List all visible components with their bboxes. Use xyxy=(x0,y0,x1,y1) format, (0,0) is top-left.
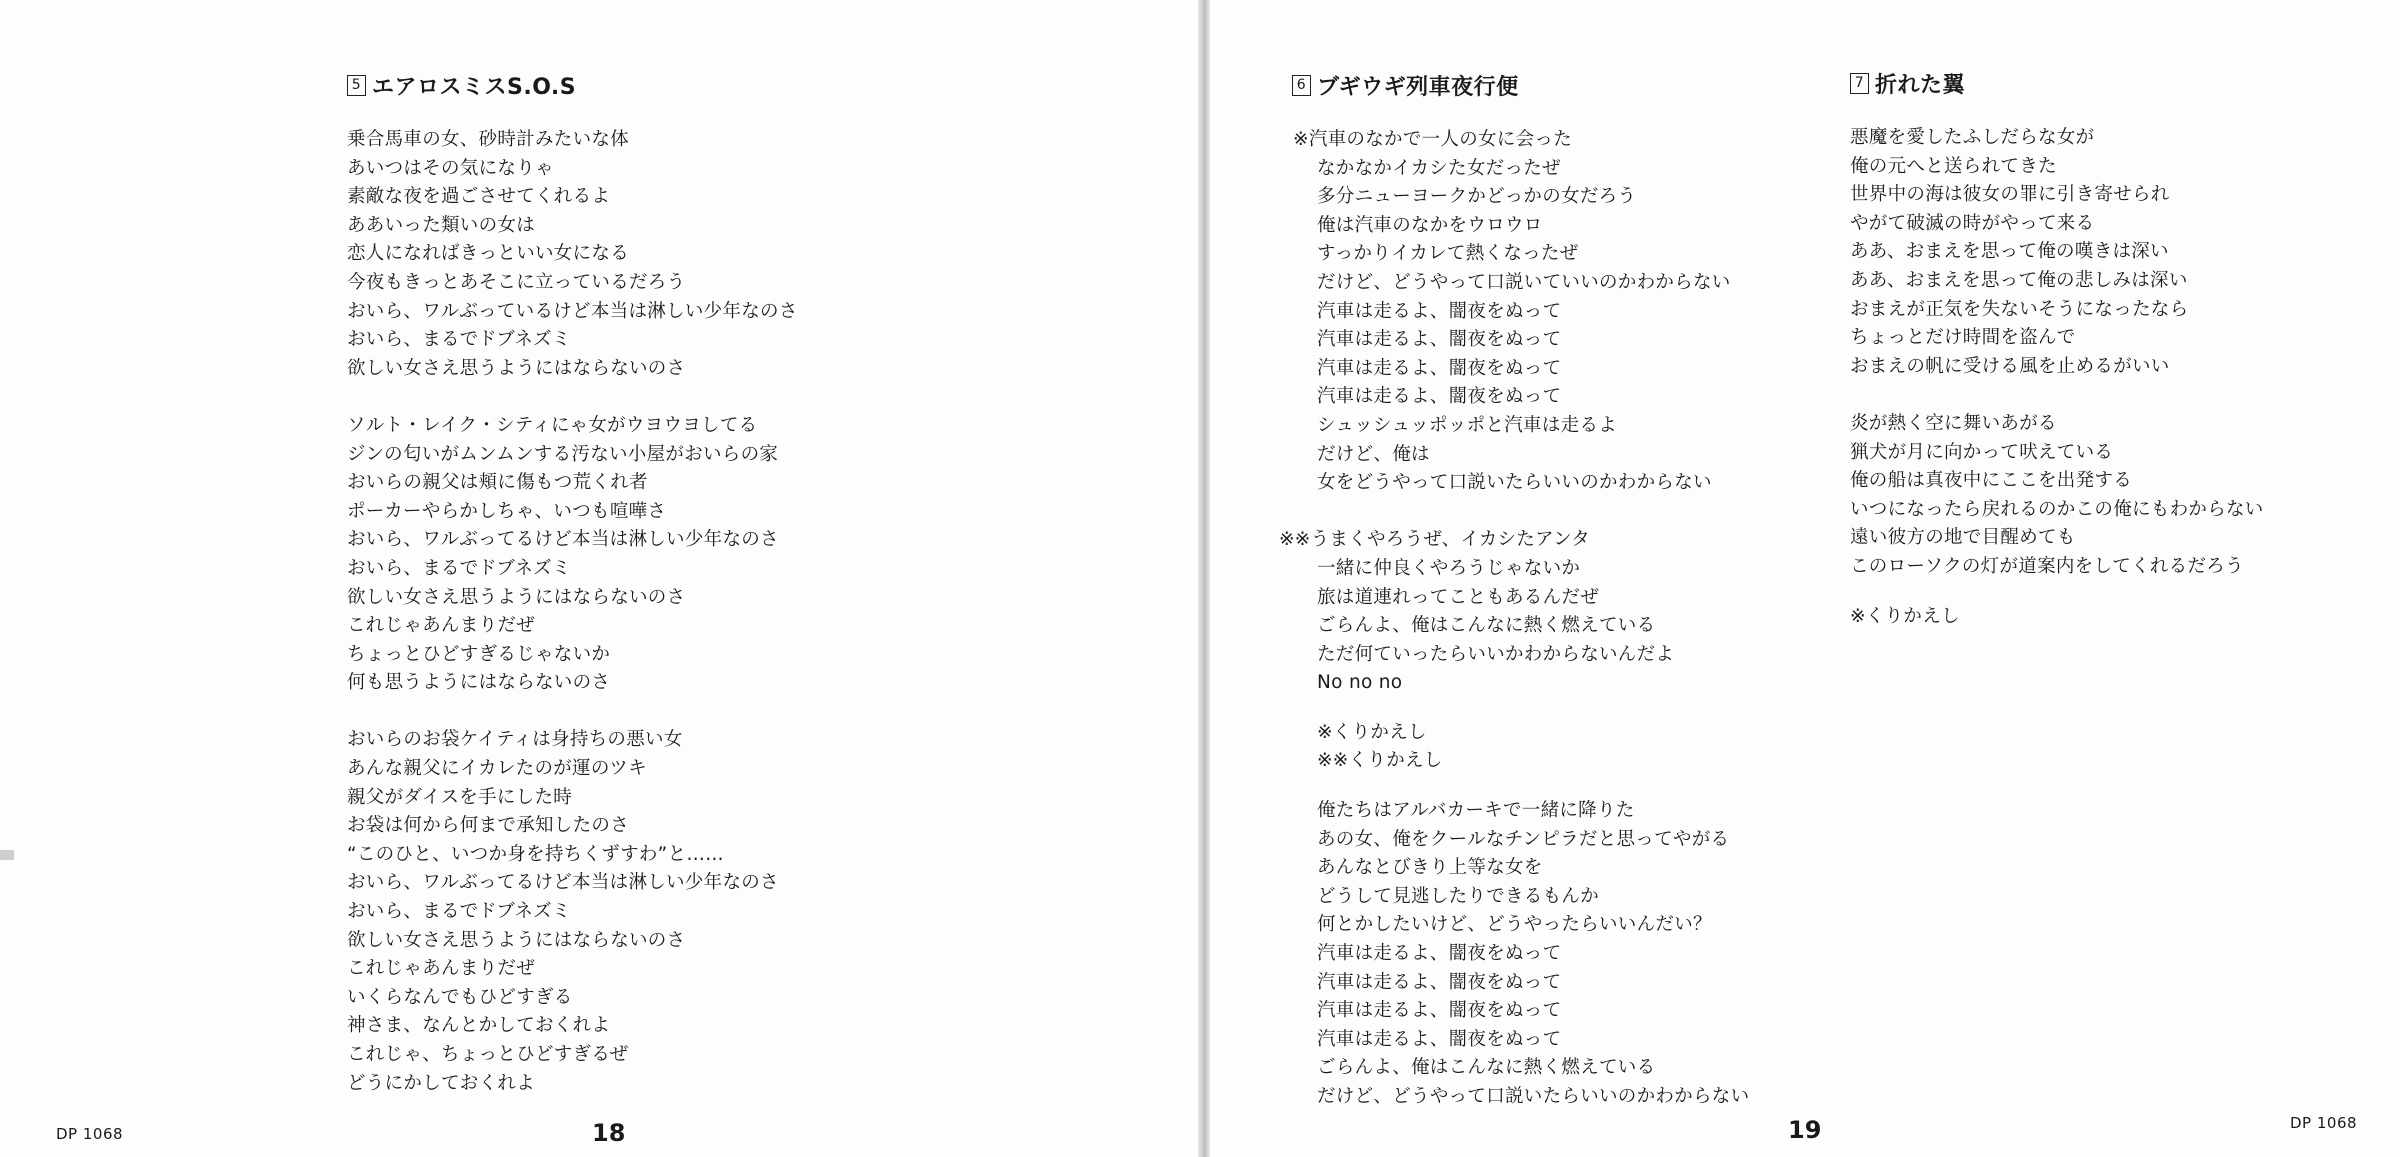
lyric-line: おいらの親父は頬に傷もつ荒くれ者 xyxy=(347,472,648,494)
lyric-line: だけど、どうやって口説いたらいいのかわからない xyxy=(1317,1086,1750,1107)
lyric-line: 汽車は走るよ、闇夜をぬって xyxy=(1317,300,1562,322)
lyric-line: どうして見逃したりできるもんか xyxy=(1317,885,1600,907)
lyric-line: これじゃあんまりだぜ xyxy=(347,615,536,637)
lyric-line: ちょっとひどすぎるじゃないか xyxy=(347,643,611,665)
lyric-line: 親父がダイスを手にした時 xyxy=(347,786,573,808)
right-page xyxy=(1210,0,2400,1157)
lyric-line: あんな親父にイカレたのが運のツキ xyxy=(347,758,647,780)
song-title-text: 折れた翼 xyxy=(1875,72,1966,98)
lyric-line: 乗合馬車の女、砂時計みたいな体 xyxy=(347,129,630,150)
lyric-line: おいら、まるでドブネズミ xyxy=(347,329,571,351)
lyric-line: ああいった類いの女は xyxy=(347,214,536,236)
lyric-line: おいらのお袋ケイティは身持ちの悪い女 xyxy=(347,729,683,751)
lyric-line: 旅は道連れってこともあるんだぜ xyxy=(1317,586,1600,608)
song-6 xyxy=(1279,70,1750,1112)
lyric-line: 俺たちはアルバカーキで一緒に降りた xyxy=(1317,800,1635,822)
lyric-line: あいつはその気になりゃ xyxy=(347,157,554,179)
lyric-line: 世界中の海は彼女の罪に引き寄せられ xyxy=(1850,184,2170,206)
lyric-line: おまえが正気を失ないそうになったなら xyxy=(1850,298,2189,320)
lyric-line: どうにかしておくれよ xyxy=(347,1072,536,1094)
lyric-line: ちょっとだけ時間を盗んで xyxy=(1850,327,2076,349)
lyric-line: ※汽車のなかで一人の女に会った xyxy=(1293,129,1573,150)
stanza xyxy=(1850,124,2264,381)
lyric-line: 欲しい女さえ思うようにはならないのさ xyxy=(347,357,686,379)
song-7 xyxy=(1850,68,2264,631)
lyric-line: 素敵な夜を過ごさせてくれるよ xyxy=(347,186,611,208)
lyric-line: おいら、ワルぶってるけど本当は淋しい少年なのさ xyxy=(347,872,779,894)
lyric-line: 炎が熱く空に舞いあがる xyxy=(1850,412,2057,434)
lyric-line: ああ、おまえを思って俺の悲しみは深い xyxy=(1850,269,2188,291)
lyric-line: あんなとびきり上等な女を xyxy=(1317,857,1543,879)
catalog-number: DP 1068 xyxy=(2290,1114,2358,1132)
lyric-line: ※※うまくやろうぜ、イカシたアンタ xyxy=(1279,529,1591,551)
lyric-line: やがて破滅の時がやって来る xyxy=(1850,212,2095,234)
track-number-box: 6 xyxy=(1292,75,1311,96)
lyric-line: ごらんよ、俺はこんなに熱く燃えている xyxy=(1317,1057,1656,1079)
lyric-line: 何とかしたいけど、どうやったらいいんだい？ xyxy=(1317,914,1712,936)
lyric-line: だけど、俺は xyxy=(1317,443,1430,465)
lyric-line: 汽車は走るよ、闇夜をぬって xyxy=(1317,357,1562,379)
song-title xyxy=(1292,70,1749,100)
lyric-line: ジンの匂いがムンムンする汚ない小屋がおいらの家 xyxy=(347,443,779,465)
lyric-line: 俺の船は真夜中にここを出発する xyxy=(1850,470,2133,492)
lyric-line: おいら、ワルぶってるけど本当は淋しい少年なのさ xyxy=(347,529,779,551)
lyric-line: 汽車は走るよ、闇夜をぬって xyxy=(1317,971,1562,993)
lyric-line: これじゃあんまりだぜ xyxy=(347,958,536,980)
lyric-line: シュッシュッポッポと汽車は走るよ xyxy=(1317,414,1618,436)
repeat-instruction: ※※くりかえし xyxy=(1317,750,1443,772)
song-5 xyxy=(347,70,798,1098)
catalog-number: DP 1068 xyxy=(56,1125,124,1143)
lyric-line: ソルト・レイク・シティにゃ女がウヨウヨしてる xyxy=(347,414,758,436)
song-title xyxy=(1850,68,2264,98)
lyric-line: 欲しい女さえ思うようにはならないのさ xyxy=(347,586,686,608)
refrain-mark: ※ xyxy=(1293,129,1309,150)
lyric-line: 一緒に仲良くやろうじゃないか xyxy=(1317,557,1581,579)
song-title-text: ブギウギ列車夜行便 xyxy=(1317,74,1519,100)
lyric-line: あの女、俺をクールなチンピラだと思ってやがる xyxy=(1317,828,1730,850)
lyric-line: 汽車は走るよ、闇夜をぬって xyxy=(1317,1028,1562,1050)
lyric-line: 汽車は走るよ、闇夜をぬって xyxy=(1317,329,1562,351)
lyric-line: いつになったら戻れるのかこの俺にもわからない xyxy=(1850,498,2264,520)
lyric-line: 何も思うようにはならないのさ xyxy=(347,672,611,694)
lyric-line: おいら、まるでドブネズミ xyxy=(347,557,571,579)
lyric-line: 汽車は走るよ、闇夜をぬって xyxy=(1317,1000,1562,1022)
track-number-box: 7 xyxy=(1850,73,1869,94)
left-page xyxy=(0,0,1198,1157)
page-number: 18 xyxy=(592,1119,626,1147)
lyric-line: 女をどうやって口説いたらいいのかわからない xyxy=(1317,472,1712,494)
lyric-line: お袋は何から何まで承知したのさ xyxy=(347,815,630,837)
stanza xyxy=(1850,410,2264,582)
lyric-line: なかなかイカシた女だったぜ xyxy=(1317,157,1561,179)
lyric-line: 恋人になればきっといい女になる xyxy=(347,243,630,265)
track-number-box: 5 xyxy=(347,75,366,96)
lyric-line: “このひと、いつか身を持ちくずすわ”と…… xyxy=(347,843,724,865)
stanza xyxy=(1279,126,1750,1112)
book-gutter xyxy=(1198,0,1210,1157)
lyric-line: すっかりイカレて熱くなったぜ xyxy=(1317,243,1579,265)
lyric-line: 多分ニューヨークかどっかの女だろう xyxy=(1317,186,1637,208)
lyric-line: 俺の元へと送られてきた xyxy=(1850,155,2057,177)
lyric-line: ポーカーやらかしちゃ、いつも喧嘩さ xyxy=(347,500,667,522)
stanza xyxy=(347,412,798,698)
lyric-line: これじゃ、ちょっとひどすぎるぜ xyxy=(347,1044,629,1065)
song-title-text: エアロスミスS.O.S xyxy=(372,74,577,100)
lyric-line: 悪魔を愛したふしだらな女が xyxy=(1850,127,2095,148)
lyric-line: 猟犬が月に向かって吠えている xyxy=(1850,441,2114,463)
lyric-line: おいら、ワルぶっているけど本当は淋しい少年なのさ xyxy=(347,300,798,322)
lyric-line: No no no xyxy=(1317,672,1403,694)
refrain-mark: ※※ xyxy=(1279,529,1311,551)
lyric-line: ごらんよ、俺はこんなに熱く燃えている xyxy=(1317,615,1656,637)
lyric-line: ああ、おまえを思って俺の嘆きは深い xyxy=(1850,241,2169,263)
page-number: 19 xyxy=(1788,1116,1822,1144)
stanza xyxy=(347,726,798,1098)
song-title xyxy=(347,70,798,100)
lyric-line: 神さま、なんとかしておくれよ xyxy=(347,1015,611,1037)
lyric-line: このローソクの灯が道案内をしてくれるだろう xyxy=(1850,555,2244,577)
lyric-line: 今夜もきっとあそこに立っているだろう xyxy=(347,271,686,293)
lyric-line: 遠い彼方の地で目醒めても xyxy=(1850,527,2076,549)
lyric-line: 汽車は走るよ、闇夜をぬって xyxy=(1317,943,1562,965)
lyric-line: ただ何ていったらいいかわからないんだよ xyxy=(1317,643,1675,665)
lyric-line: 汽車は走るよ、闇夜をぬって xyxy=(1317,386,1562,408)
repeat-instruction: ※くりかえし xyxy=(1850,605,1960,627)
lyric-line: だけど、どうやって口説いていいのかわからない xyxy=(1317,271,1731,293)
lyric-line: いくらなんでもひどすぎる xyxy=(347,986,573,1008)
lyric-line: おまえの帆に受ける風を止めるがいい xyxy=(1850,355,2170,377)
lyric-line: 俺は汽車のなかをウロウロ xyxy=(1317,214,1543,236)
edge-mark xyxy=(0,850,14,860)
stanza xyxy=(347,126,798,383)
lyric-line: おいら、まるでドブネズミ xyxy=(347,901,571,923)
repeat-instruction: ※くりかえし xyxy=(1317,721,1427,743)
lyric-line: 欲しい女さえ思うようにはならないのさ xyxy=(347,929,686,951)
